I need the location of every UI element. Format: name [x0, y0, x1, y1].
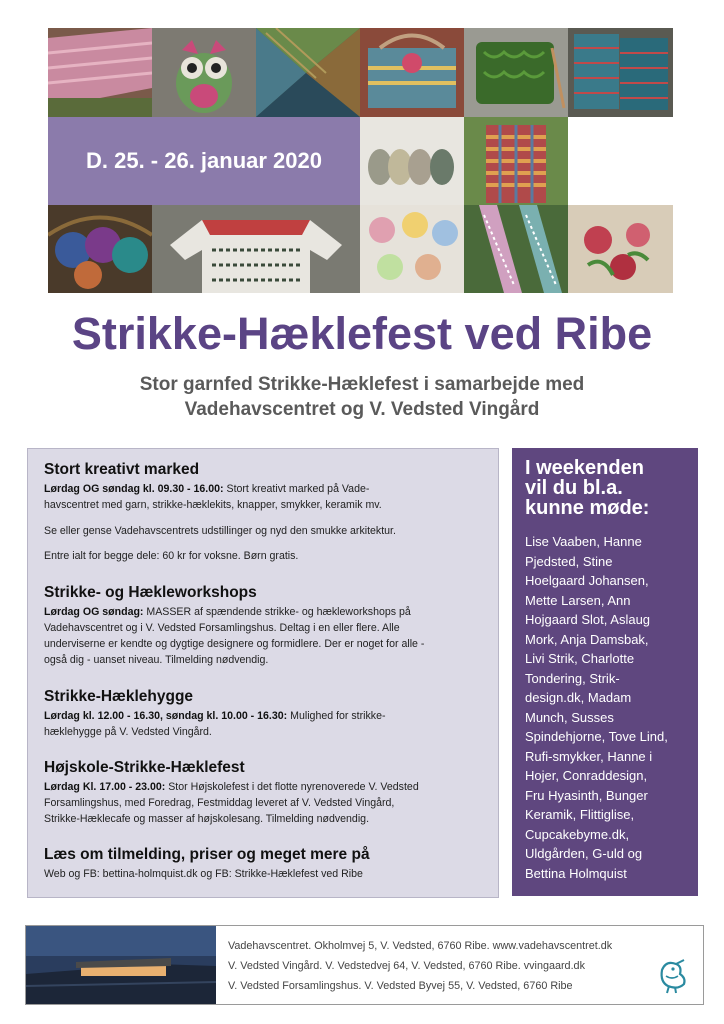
hygge-line-1: Mulighed for strikke-	[287, 710, 386, 722]
market-lead: Lørdag OG søndag kl. 09.30 - 16.00:	[44, 483, 224, 495]
guests-heading-line-3: kunne møde:	[525, 497, 650, 519]
guests-line: Hojer, Conraddesign,	[525, 768, 648, 783]
guests-list	[525, 532, 695, 883]
market-entry: Entre ialt for begge dele: 60 kr for voksne. Børn gratis.	[44, 550, 299, 562]
photo-nordic-sweater	[152, 205, 360, 293]
guests-line: Livi Strik, Charlotte	[525, 651, 635, 666]
hojskole-line-1: Stor Højskolefest i det flotte nyrenoverede V. Vedsted	[165, 781, 419, 793]
workshops-heading: Strikke- og Hækleworkshops	[44, 584, 257, 601]
photo-striped-sweater	[464, 117, 568, 205]
photo-bag-with-button	[360, 28, 464, 117]
workshops-text	[44, 604, 484, 668]
guests-line: Hoelgaard Johansen,	[525, 573, 649, 588]
date-banner	[48, 117, 360, 205]
hygge-line-2: hæklehygge på V. Vedsted Vingård.	[44, 726, 212, 738]
guests-line: Tondering, Strik-	[525, 670, 620, 686]
address-forsamlingshus: V. Vedsted Forsamlingshus. V. Vedsted Byvej 55, V. Vedsted, 6760 Ribe	[228, 980, 573, 992]
page-subtitle	[80, 372, 644, 422]
footer-addresses	[228, 936, 668, 996]
guests-line: design.dk, Madam	[525, 690, 632, 705]
photo-yarn-basket	[48, 205, 152, 293]
hojskole-lead: Lørdag Kl. 17.00 - 23.00:	[44, 781, 166, 793]
photo-yarn-skeins	[360, 117, 464, 205]
photo-embroidered-flowers	[568, 205, 673, 293]
guests-line: Lise Vaaben, Hanne	[525, 534, 642, 549]
guests-line: Hojgaard Slot, Aslaug	[525, 612, 651, 627]
guests-line: Cupcakebyme.dk,	[525, 826, 630, 842]
bird-logo-icon	[656, 956, 690, 994]
market-text	[44, 481, 484, 513]
footer-photo-building	[26, 926, 216, 1004]
workshops-line-2: Vadehavscentret og i V. Vedsted Forsamlingshus. Deltag i en eller flere. Alle	[44, 622, 400, 634]
market-line-2: havscentret med garn, strikke-hæklekits, knapper, smykker, keramik mv.	[44, 499, 382, 511]
workshops-line-3: underviserne er kendte og dygtige designere og formidlere. Der er noget for alle -	[44, 638, 425, 650]
guests-line: Spindehjorne, Tove Lind,	[525, 729, 668, 744]
hygge-lead: Lørdag kl. 12.00 - 16.30, søndag kl. 10.00 - 16.30:	[44, 710, 288, 722]
guests-heading-line-1: I weekenden	[525, 457, 644, 479]
market-line-1: Stort kreativt marked på Vade-	[223, 483, 370, 495]
guests-line: Bettina Holmquist	[525, 865, 627, 881]
event-date: D. 25. - 26. januar 2020	[85, 148, 323, 173]
hojskole-text	[44, 779, 484, 827]
more-heading: Læs om tilmelding, priser og meget mere på	[44, 846, 370, 863]
market-exhibitions: Se eller gense Vadehavscentrets udstillinger og nyd den smukke arkitektur.	[44, 525, 396, 537]
page-title: Strikke-Hæklefest ved Ribe	[71, 308, 653, 359]
address-vingaard: V. Vedsted Vingård. V. Vedstedvej 64, V. Vedsted, 6760 Ribe. vvingaard.dk	[228, 960, 585, 972]
guests-heading	[525, 458, 695, 518]
hojskole-line-2: Forsamlingshus, med Foredrag, Festmiddag leveret af V. Vedsted Vingård,	[44, 797, 395, 809]
footer	[25, 925, 704, 1005]
photo-lace-scarves	[464, 205, 568, 293]
hygge-text	[44, 708, 484, 740]
workshops-lead: Lørdag OG søndag:	[44, 606, 144, 618]
guests-line: Mork, Anja Damsbak,	[525, 631, 649, 647]
market-heading: Stort kreativt marked	[44, 461, 200, 478]
hojskole-line-3: Strikke-Hæklecafe og masser af højskolesang. Tilmelding nødvendig.	[44, 813, 370, 825]
photo-blue-knitted-tiles	[568, 28, 673, 117]
hojskole-heading: Højskole-Strikke-Hæklefest	[44, 759, 245, 776]
guests-heading-line-2: vil du bl.a.	[525, 477, 623, 499]
guests-panel	[512, 448, 698, 896]
photo-owl-toy	[152, 28, 256, 117]
workshops-line-1: MASSER af spændende strikke- og hækleworkshops på	[143, 606, 411, 618]
guests-line: Munch, Susses	[525, 709, 614, 725]
subtitle-line-2: Vadehavscentret og V. Vedsted Vingård	[184, 399, 540, 420]
photo-green-knit-bag	[464, 28, 568, 117]
photo-mitered-knit	[256, 28, 360, 117]
guests-line: Fru Hyasinth, Bunger	[525, 787, 648, 803]
guests-line: Pjedsted, Stine	[525, 553, 613, 569]
address-vadehavscentret: Vadehavscentret. Okholmvej 5, V. Vedsted, 6760 Ribe. www.vadehavscentret.dk	[228, 940, 613, 952]
guests-line: Uldgården, G-uld og	[525, 846, 643, 861]
program-panel	[27, 448, 499, 898]
workshops-line-4: også dig - uanset niveau. Tilmelding nødvendig.	[44, 654, 269, 666]
guests-line: Rufi-smykker, Hanne i	[525, 748, 653, 764]
photo-crochet-cupcakes	[360, 205, 464, 293]
guests-line: Keramik, Flittiglise,	[525, 807, 635, 822]
more-links: Web og FB: bettina-holmquist.dk og FB: Strikke-Hæklefest ved Ribe	[44, 868, 363, 880]
hygge-heading: Strikke-Hæklehygge	[44, 688, 194, 705]
guests-line: Mette Larsen, Ann	[525, 592, 631, 608]
subtitle-line-1: Stor garnfed Strikke-Hæklefest i samarbejde med	[139, 374, 585, 395]
photo-pink-crochet-shawl	[48, 28, 152, 117]
